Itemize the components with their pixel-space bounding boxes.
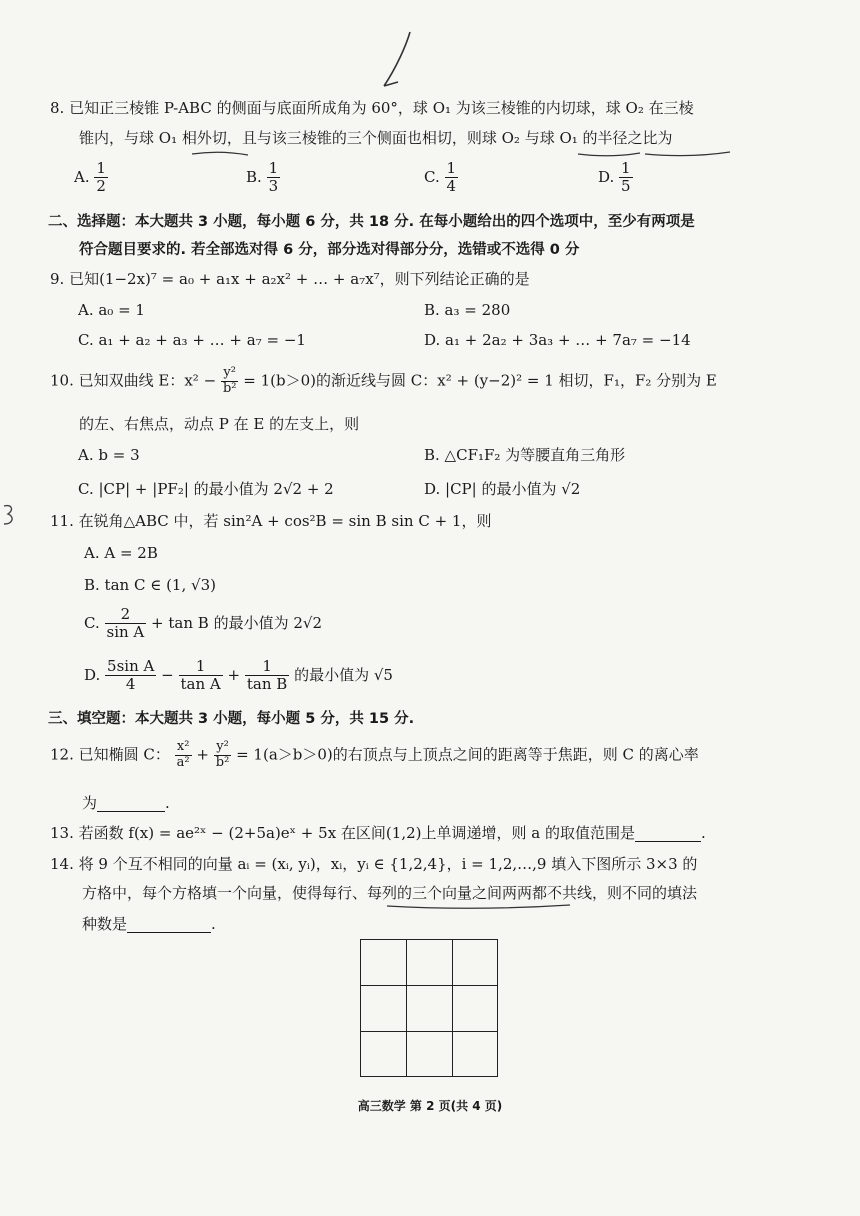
numerator: 1 — [179, 658, 223, 676]
denominator: 2 — [96, 177, 106, 196]
q11-option-a: A. A = 2B — [84, 544, 158, 562]
option-label: D. — [598, 167, 615, 186]
fraction — [105, 606, 147, 642]
q14-line2: 方格中，每个方格填一个向量，使得每行、每列的三个向量之间两两都不共线，则不同的填法 — [82, 884, 698, 902]
q9-option-d: D. a₁ + 2a₂ + 3a₃ + … + 7a₇ = −14 — [424, 331, 691, 349]
grid-line — [452, 940, 453, 1076]
denominator: tan B — [246, 675, 288, 694]
period: . — [211, 915, 216, 933]
denominator: 3 — [268, 177, 279, 196]
q13-text: 13. 若函数 f(x) = ae²ˣ − (2+5a)eˣ + 5x 在区间(1,2)上单调递增，则 a 的取值范围是 — [50, 824, 635, 842]
q10-option-a: A. b = 3 — [78, 446, 140, 464]
numerator: 1 — [245, 658, 289, 676]
grid-line — [361, 1031, 497, 1032]
q10-stem — [50, 366, 717, 397]
q12-stem-pre: 12. 已知椭圆 C： — [50, 745, 170, 764]
three-by-three-grid — [360, 939, 498, 1077]
numerator: 1 — [96, 159, 106, 177]
q14-line3 — [82, 917, 216, 933]
handwritten-underline — [385, 901, 575, 913]
period: . — [165, 794, 170, 812]
q8-option-d — [598, 160, 633, 196]
q9-option-b: B. a₃ = 280 — [424, 301, 511, 319]
q8-line1: 8. 已知正三棱锥 P-ABC 的侧面与底面所成角为 60°，球 O₁ 为该三棱锥的内切球，球 O₂ 在三棱 — [50, 99, 694, 117]
numerator: x² — [175, 740, 192, 756]
fraction — [221, 366, 239, 397]
q11-stem: 11. 在锐角△ABC 中，若 sin²A + cos²B = sin B sin C + 1，则 — [50, 512, 492, 530]
denominator: a² — [176, 754, 190, 770]
q13-answer-blank[interactable] — [635, 826, 701, 842]
q10-stem-post: = 1(b＞0)的渐近线与圆 C：x² + (y−2)² = 1 相切，F₁，F₂ 分别为 E — [243, 371, 717, 390]
option-label: C. — [84, 613, 100, 632]
operator: + — [227, 665, 241, 684]
fraction — [245, 658, 289, 694]
q9-option-c: C. a₁ + a₂ + a₃ + … + a₇ = −1 — [78, 331, 306, 349]
handwritten-margin-mark — [0, 500, 22, 530]
section2-header-line2: 符合题目要求的. 若全部选对得 6 分，部分选对得部分分，选错或不选得 0 分 — [79, 242, 580, 258]
fraction — [445, 160, 459, 196]
numerator: 2 — [105, 606, 147, 624]
q12-answer-prefix: 为 — [82, 794, 98, 812]
fraction — [179, 658, 223, 694]
section3-header: 三、填空题：本大题共 3 小题，每小题 5 分，共 15 分. — [48, 711, 415, 727]
denominator: 5 — [621, 177, 631, 196]
q8-option-a — [74, 160, 108, 196]
option-label: D. — [84, 665, 101, 684]
period: . — [700, 824, 706, 842]
q12-stem-post: = 1(a＞b＞0)的右顶点与上顶点之间的距离等于焦距，则 C 的离心率 — [236, 745, 699, 764]
q11-option-c — [84, 606, 322, 642]
fraction — [175, 740, 192, 771]
numerator: y² — [214, 740, 232, 756]
operator: − — [161, 665, 174, 684]
q10-option-d: D. |CP| 的最小值为 √2 — [424, 480, 581, 498]
q9-option-a: A. a₀ = 1 — [78, 301, 145, 319]
numerator: 5sin A — [107, 657, 155, 675]
q12-line2 — [82, 796, 170, 812]
q9-stem: 9. 已知(1−2x)⁷ = a₀ + a₁x + a₂x² + … + a₇x⁷，则下列结论正确的是 — [50, 270, 530, 288]
section2-header-line1: 二、选择题：本大题共 3 小题，每小题 6 分，共 18 分. 在每小题给出的四个选项中，至少有两项是 — [48, 214, 695, 230]
q11-option-d-post: 的最小值为 √5 — [294, 665, 393, 684]
fraction — [94, 160, 108, 196]
denominator: 4 — [446, 177, 457, 196]
option-label: A. — [74, 167, 90, 186]
q13-stem — [50, 826, 706, 842]
q10-stem-pre: 10. 已知双曲线 E：x² − — [50, 371, 217, 390]
denominator: sin A — [106, 623, 145, 642]
q14-answer-prefix: 种数是 — [82, 915, 128, 933]
option-label: B. — [246, 167, 262, 186]
numerator: 1 — [446, 159, 457, 177]
q12-stem — [50, 740, 699, 771]
q8-option-c — [424, 160, 458, 196]
fraction — [619, 160, 633, 196]
q10-option-b: B. △CF₁F₂ 为等腰直角三角形 — [424, 446, 626, 464]
q14-line1: 14. 将 9 个互不相同的向量 aᵢ = (xᵢ, yᵢ)，xᵢ，yᵢ ∈ {1,2,4}，i = 1,2,…,9 填入下图所示 3×3 的 — [50, 855, 698, 873]
q14-answer-blank[interactable] — [127, 917, 211, 933]
q11-option-b: B. tan C ∈ (1, √3) — [84, 576, 216, 594]
q12-answer-blank[interactable] — [97, 796, 165, 812]
denominator: 4 — [125, 675, 136, 694]
q10-line2: 的左、右焦点，动点 P 在 E 的左支上，则 — [79, 415, 360, 433]
q8-line2: 锥内，与球 O₁ 相外切，且与该三棱锥的三个侧面也相切，则球 O₂ 与球 O₁ 的半径之比为 — [79, 129, 673, 147]
page-footer: 高三数学 第 2 页(共 4 页) — [357, 1099, 503, 1113]
grid-line — [361, 985, 497, 986]
handwritten-slash-mark — [372, 28, 422, 92]
fraction — [267, 160, 281, 196]
q11-option-c-post: + tan B 的最小值为 2√2 — [151, 613, 322, 632]
q10-option-c: C. |CP| + |PF₂| 的最小值为 2√2 + 2 — [78, 480, 334, 498]
denominator: b² — [215, 754, 230, 770]
grid-line — [406, 940, 407, 1076]
denominator: b² — [222, 380, 237, 396]
q11-option-d — [84, 658, 393, 694]
q8-option-b — [246, 160, 280, 196]
fraction — [214, 740, 232, 771]
option-label: C. — [424, 167, 440, 186]
numerator: 1 — [268, 159, 279, 177]
numerator: y² — [221, 366, 239, 382]
numerator: 1 — [621, 159, 631, 177]
denominator: tan A — [180, 675, 221, 694]
operator: + — [196, 745, 209, 764]
fraction — [105, 658, 156, 694]
